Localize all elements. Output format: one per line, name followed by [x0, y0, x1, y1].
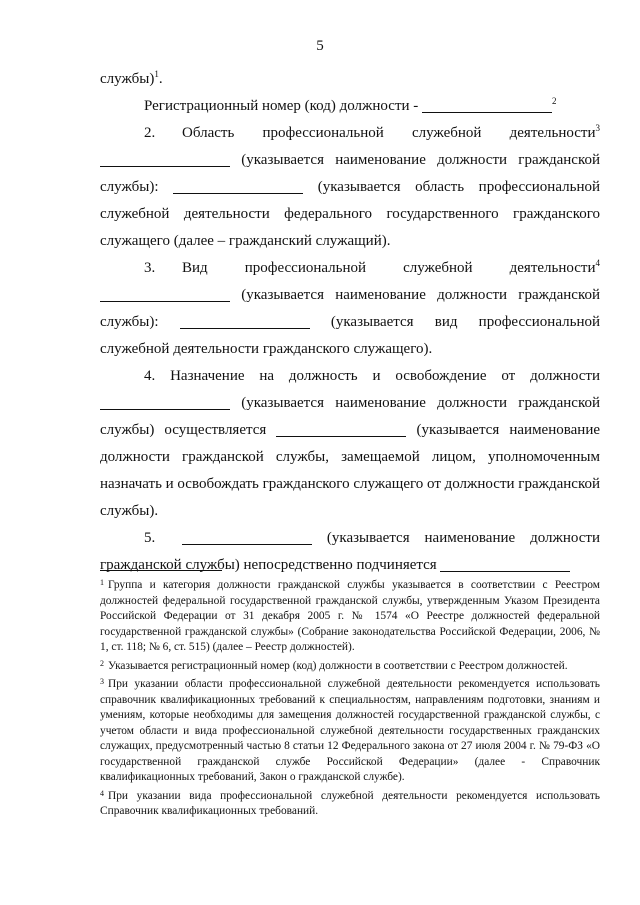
fill-blank[interactable] [276, 421, 406, 437]
paragraph-3: 3. Вид профессиональной служебной деятельности$^4$ (указывается наименование должности гражданской службы): (указывается вид профессиональной служебной деятельности гражданского служащего). [100, 258, 600, 357]
fill-blank[interactable] [180, 313, 310, 329]
footnote-1: $^1$ Группа и категория должности гражданской службы указывается в соответствии с Реестром должностей федеральной государственной гражданской службы, утвержденным Указом Президента Российской Федерации от 31 декабря 2005 г. № 1574 «О Реестре должностей федеральной государственной гражданской службы» (Собрание законодательства Российской Федерации, 2006, № 1, ст. 118; № 6, ст. 515) (далее – Реестр должностей). [100, 578, 600, 653]
paragraph-0: службы)$^1$. [100, 69, 163, 87]
fill-blank[interactable] [182, 529, 312, 545]
paragraph-4: 4. Назначение на должность и освобождение от должности (указывается наименование должности гражданской службы) осуществляется (указывается наименование должности гражданской службы, замещаемой лицом, уполномоченным назначать и освобождать гражданского служащего от должности гражданской службы). [100, 368, 601, 519]
page-number: 5 [316, 38, 324, 54]
fill-blank[interactable] [173, 178, 303, 194]
footnote-ref-4: 4 [595, 258, 600, 268]
paragraph-2: 2. Область профессиональной служебной деятельности$^3$ (указывается наименование должности гражданской службы): (указывается область профессиональной служебной деятельности федерального государственного гражданского служащего (далее – гражданский служащий). [100, 123, 600, 249]
footnote-2: $^2$ Указывается регистрационный номер (код) должности в соответствии с Реестром должностей. [100, 658, 568, 672]
footnote-ref-1: 1 [154, 69, 159, 79]
document-body [100, 66, 600, 579]
fill-blank[interactable] [100, 286, 230, 302]
footnote-separator [100, 570, 222, 571]
footnote-4: $^4$ При указании вида профессиональной служебной деятельности рекомендуется использовать Справочник квалификационных требований. [100, 788, 600, 817]
fill-blank[interactable] [100, 151, 230, 167]
fill-blank[interactable] [100, 394, 230, 410]
footnotes [100, 575, 600, 820]
fill-blank[interactable] [422, 97, 552, 113]
paragraph-1: Регистрационный номер (код) должности - $^2$ [144, 96, 557, 114]
footnote-3: $^3$ При указании области профессиональной служебной деятельности рекомендуется использовать справочник квалификационных требований к специальностям, направлениям подготовки, знаниям и умениям, которые необходимы для замещения должностей государственной гражданской службы, с учетом области и вида профессиональной служебной деятельности государственных гражданских служащих, предусмотренный частью 8 статьи 12 Федерального закона от 27 июля 2004 г. № 79-ФЗ «О государственной гражданской службе Российской Федерации» (далее - Справочник квалификационных требований, Закон о гражданской службе). [100, 677, 600, 783]
paragraph-5: 5. (указывается наименование должности гражданской службы) непосредственно подчиняется [100, 530, 600, 573]
footnote-ref-3: 3 [595, 123, 600, 133]
fill-blank[interactable] [440, 556, 570, 572]
footnote-ref-2: 2 [552, 96, 557, 106]
